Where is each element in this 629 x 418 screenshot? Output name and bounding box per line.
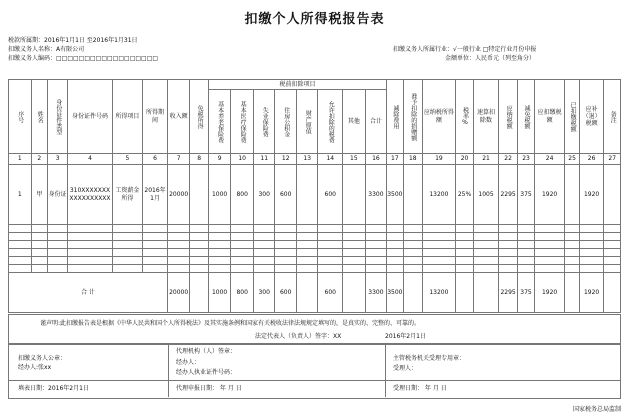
cell-rate: 25% <box>455 165 473 225</box>
empty-row <box>9 233 621 241</box>
cell-seq: 1 <box>9 165 32 225</box>
total-tax-refund: 1920 <box>579 273 604 313</box>
cell-tax-payable: 2295 <box>498 165 517 225</box>
total-unemployment: 300 <box>253 273 275 313</box>
proxy-seal-label: 代理机构（人）签章： <box>176 348 237 355</box>
header-quick-deduction: 速算扣除数 <box>474 80 499 154</box>
header-rate: 税率% <box>455 80 473 154</box>
header-other: 其他 <box>343 90 366 154</box>
col-number: 3 <box>47 154 68 165</box>
col-number: 8 <box>190 154 208 165</box>
header-housing: 住房公积金 <box>275 90 297 154</box>
header-allowed-tax: 允许扣除的税费 <box>318 90 343 154</box>
cell-tax-refund: 1920 <box>579 165 604 225</box>
header-tax-exempt: 减免税额 <box>518 80 534 154</box>
total-pension: 1000 <box>208 273 231 313</box>
header-name: 姓名 <box>31 80 47 154</box>
cell-unemployment: 300 <box>253 165 275 225</box>
total-housing: 600 <box>275 273 297 313</box>
cell-subtotal: 3300 <box>365 165 387 225</box>
header-tax-refund: 应补（退）税额 <box>579 80 604 154</box>
header-pension: 基本养老保险费 <box>208 90 231 154</box>
total-taxable: 13200 <box>423 273 456 313</box>
header-id-no: 身份证件号码 <box>68 80 112 154</box>
col-number: 22 <box>498 154 517 165</box>
cell-tax-withheld-due: 1920 <box>534 165 565 225</box>
receive-date: 受理日期： 年 月 日 <box>393 385 447 392</box>
col-number: 12 <box>275 154 297 165</box>
agent-name: 扣缴义务人名称：A有限公司 <box>8 46 85 53</box>
total-allowed-tax: 600 <box>318 273 343 313</box>
amount-unit: 金额单位：人民币元（列至角分） <box>445 55 536 62</box>
tax-office-seal-label: 主管税务机关受理专用章： <box>393 355 466 362</box>
header-property: 财产原值 <box>296 90 318 154</box>
cell-allowed-tax: 600 <box>318 165 343 225</box>
col-number: 17 <box>387 154 403 165</box>
col-number: 9 <box>208 154 231 165</box>
total-income-amount: 20000 <box>167 273 190 313</box>
header-income-period: 所得期间 <box>143 80 168 154</box>
col-number: 23 <box>518 154 534 165</box>
cell-medical: 800 <box>231 165 254 225</box>
col-number: 19 <box>423 154 456 165</box>
cell-quick-deduction: 1005 <box>474 165 499 225</box>
col-number: 1 <box>9 154 32 165</box>
col-number: 20 <box>455 154 473 165</box>
cell-income-item: 工资薪金所得 <box>112 165 143 225</box>
header-income-item: 所得项目 <box>112 80 143 154</box>
receiver: 受理人： <box>393 365 418 372</box>
header-tax-payable: 应纳税额 <box>498 80 517 154</box>
col-number: 27 <box>604 154 621 165</box>
issuer-label: 国家税务总局监制 <box>572 406 621 413</box>
cell-taxable: 13200 <box>423 165 456 225</box>
empty-row <box>9 249 621 257</box>
col-number: 4 <box>68 154 112 165</box>
empty-row <box>9 225 621 233</box>
total-subtotal: 3300 <box>365 273 387 313</box>
header-unemployment: 失业保险费 <box>253 90 275 154</box>
cell-id-no: 310XXXXXXXXXXXXXXXXX <box>68 165 112 225</box>
header-taxable: 应纳税所得额 <box>423 80 456 154</box>
col-number: 5 <box>112 154 143 165</box>
col-number: 24 <box>534 154 565 165</box>
cell-pension: 1000 <box>208 165 231 225</box>
col-number: 15 <box>343 154 366 165</box>
cell-id-type: 身份证 <box>47 165 68 225</box>
header-remarks: 备注 <box>604 80 621 154</box>
total-medical: 800 <box>231 273 254 313</box>
declaration-signer: 法定代表人（负责人）签字：XX <box>255 333 342 340</box>
table-row <box>9 165 621 225</box>
cell-income-period: 2016年1月 <box>143 165 168 225</box>
total-row <box>9 273 621 313</box>
header-tax-withheld-due: 应扣缴税额 <box>534 80 565 154</box>
cell-reduction: 3500 <box>387 165 403 225</box>
col-number: 2 <box>31 154 47 165</box>
cell-property <box>296 165 318 225</box>
col-number: 21 <box>474 154 499 165</box>
cell-other <box>343 165 366 225</box>
tax-period: 税款所属期：2016年1月1日 至2016年1月31日 <box>8 37 138 44</box>
cell-donation <box>403 165 422 225</box>
header-tax-withheld: 已扣缴税额 <box>565 80 579 154</box>
proxy-handler: 经办人： <box>176 359 201 366</box>
cell-tax-exempt: 375 <box>518 165 534 225</box>
fill-date: 填表日期：2016年2月1日 <box>18 385 89 392</box>
total-label: 合 计 <box>9 273 168 313</box>
cell-tax-free <box>190 165 208 225</box>
col-number: 10 <box>231 154 254 165</box>
col-number: 7 <box>167 154 190 165</box>
cell-tax-withheld <box>565 165 579 225</box>
column-number-row <box>9 154 621 165</box>
header-id-type: 身份证件类型 <box>47 80 68 154</box>
col-number: 26 <box>579 154 604 165</box>
col-number: 18 <box>403 154 422 165</box>
header-donation: 准予扣除的捐赠额 <box>403 80 422 154</box>
header-seq: 序号 <box>9 80 32 154</box>
total-tax-withheld-due: 1920 <box>534 273 565 313</box>
signature-box <box>8 344 621 399</box>
header-reduction: 减除费用 <box>387 80 403 154</box>
proxy-date: 代理申报日期： 年 月 日 <box>176 385 242 392</box>
header-medical: 基本医疗保险费 <box>231 90 254 154</box>
cell-remarks <box>604 165 621 225</box>
tax-report-table <box>8 79 621 313</box>
agent-seal-label: 扣缴义务人公章： <box>18 355 67 362</box>
empty-row <box>9 257 621 265</box>
empty-row <box>9 265 621 273</box>
cell-income-amount: 20000 <box>167 165 190 225</box>
agent-handler: 经办人:张xx <box>18 364 52 371</box>
declaration-date: 2016年2月1日 <box>385 333 426 340</box>
col-number: 16 <box>365 154 387 165</box>
col-number: 14 <box>318 154 343 165</box>
col-number: 6 <box>143 154 168 165</box>
agent-industry: 扣缴义务人所属行业：√一般行业 □特定行业月份申报 <box>393 46 537 53</box>
cell-name: 甲 <box>31 165 47 225</box>
form-title: 扣缴个人所得税报告表 <box>244 12 385 27</box>
proxy-cert: 经办人执业证件号码： <box>176 369 237 376</box>
header-tax-free: 免税所得 <box>190 80 208 154</box>
total-tax-exempt: 375 <box>518 273 534 313</box>
agent-code: 扣缴义务人编码：□□□□□□□□□□□□□□□□□□ <box>8 55 159 62</box>
header-subtotal: 合计 <box>365 90 387 154</box>
col-number: 11 <box>253 154 275 165</box>
col-number: 25 <box>565 154 579 165</box>
declaration-text: 谨声明:此扣缴报告表是根据《中华人民共和国个人所得税法》及其实施条例和国家有关税收法律法规规定填写的，是真实的、完整的、可靠的。 <box>40 320 421 327</box>
empty-row <box>9 241 621 249</box>
total-reduction: 3500 <box>387 273 403 313</box>
cell-housing: 600 <box>275 165 297 225</box>
total-tax-payable: 2295 <box>498 273 517 313</box>
header-income-amount: 收入额 <box>167 80 190 154</box>
col-number: 13 <box>296 154 318 165</box>
header-deduction-group: 税前扣除项目 <box>208 80 386 90</box>
